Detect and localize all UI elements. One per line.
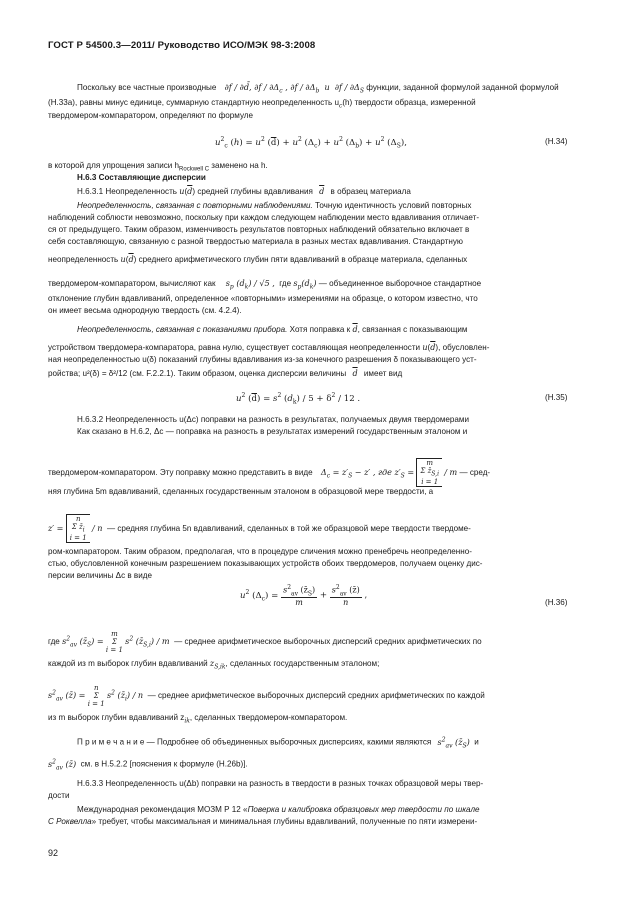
page-header: ГОСТ Р 54500.3—2011/ Руководство ИСО/МЭК 98-3:2008 xyxy=(48,40,316,51)
block2-line2: устройством твердомера-компаратора, равна нулю, существует составляющая неопределенности $u(\overline{d})$, обусловлен- xyxy=(48,342,490,352)
section-h63: Н.6.3 Составляющие дисперсии xyxy=(77,173,206,182)
section-h632: Н.6.3.2 Неопределенность u(Δc) поправки на разность в результатах, получаемых двумя твердомерами xyxy=(77,415,469,424)
equation-h35: $u^2$ $(\overline{d}) = s^2$ $(d_k) / 5 + \delta^2 / 12$ . xyxy=(236,392,361,406)
block3-line4: z′ = n Σ $z̄_i$ i = 1 / n — средняя глубина 5n вдавливаний, сделанных в той же образцовой мере твердости твердоме- xyxy=(48,515,471,543)
block3-line2: твердомером-компаратором. Эту поправку можно представить в виде $\Delta_c = z'_S - z'$ , где $z'_S = m$ Σ $z̄_{S,i}$ i = 1 / m — сред- xyxy=(48,459,491,487)
page-number: 92 xyxy=(48,848,59,858)
block1-line1: Неопределенность, связанная с повторными наблюдениями. Точную идентичность условий повторных xyxy=(77,201,472,210)
block1-line8: он имеет весьма однородную твердость (см. 4.2.4). xyxy=(48,306,242,315)
block2-line3: ная неопределенностью u(δ) показаний глубины вдавливания из-за конечного разрешения δ показывающего уст- xyxy=(48,355,477,364)
block3-line3: няя глубина 5m вдавливаний, сделанных государственным эталоном в образцовой мере твердости, а xyxy=(48,487,434,496)
note-line2: $s^2_{av}$ (z̄) см. в Н.5.2.2 [пояснения к формуле (Н.26b)]. xyxy=(48,758,248,772)
p1-line3: твердомером-компаратором, определяют по формуле xyxy=(48,111,254,120)
note: П р и м е ч а н и е — Подробнее об объединенных выборочных дисперсиях, какими являются $s^2_{av}$ $(z̄_S)$ и xyxy=(77,736,479,750)
block1-line5: неопределенность $u(\overline{d})$ среднего арифметического глубин пяти вдавливаний в образце материала, сделанных xyxy=(48,254,468,264)
equation-h34: $u^2_c$ $(h) = u^2$ $(\overline{d}) + u^2$ $(\Delta_c) + u^2$ $(\Delta_b) + u^2$ $(\Delta_S)$, xyxy=(215,136,407,150)
block3-line7: персии величины Δc в виде xyxy=(48,571,152,580)
block4-line3: $s^2_{av}$ (z̄) = n Σ i = 1 $s^2$ $(z̄_i)$ / n — среднее арифметическое выборочных дисперсий средних арифметических по каждой xyxy=(48,684,485,708)
section-h633: Н.6.3.3 Неопределенность u(Δb) поправки на разность в твердости в разных точках образцовой меры твер- xyxy=(77,779,484,788)
block3-line6: стью, обусловленной конечным разрешением показывающих устройств обоих твердомеров, получаем оценку дис- xyxy=(48,559,483,568)
equation-number-h34: (Н.34) xyxy=(545,137,568,146)
equation-h36: $u^2$ $(\Delta_c)$ = $\frac{s^2_{av} (z̄_S)}{m}$ + $\frac{s^2_{av} (z̄)}{n}$ , xyxy=(240,584,368,608)
equation-number-h36: (Н.36) xyxy=(545,598,568,607)
block4-line1: где $s^2_{av}$ $(z̄_S) = m$ Σ i = 1 $s^2$ $(z̄_{S,i})$ / m — среднее арифметическое выборочных дисперсий средних арифметических по xyxy=(48,630,482,654)
block1-line7: отклонение глубин вдавливаний, определенное «повторными» измерениями на образце, о котором известно, что xyxy=(48,294,478,303)
equation-number-h35: (Н.35) xyxy=(545,393,568,402)
p2: в которой для упрощения записи $h_{Rockwell C}$ заменено на h. xyxy=(48,161,268,173)
p1-line1: Поскольку все частные производные ∂f / ∂d̄, $\partial f / \partial\Delta_c$ , $\partial f / \partial\Delta_b$ и $\partial f / \partial\Delta_S$ функции, заданной формулой заданной формулой xyxy=(77,82,559,95)
block3-line5: ром-компаратором. Таким образом, предполагая, что в процедуре сличения можно пренебречь неопределенно- xyxy=(48,547,472,556)
section-h631: Н.6.3.1 Неопределенность $u(\overline{d})$ средней глубины вдавливания $\overline{d}$ в образец материала xyxy=(77,186,411,196)
block2-line1: Неопределенность, связанная с показаниями прибора. Хотя поправка к $\overline{d}$, связанная с показывающим xyxy=(77,324,468,334)
block2-line4: ройства; u²(δ) = δ²/12 (см. F.2.2.1). Таким образом, оценка дисперсии величины $\overline{d}$ имеет вид xyxy=(48,368,403,378)
p1-line2: (Н.33а), равны минус единице, суммарную стандартную неопределенность $u_c(h)$ твердости образца, измеренной xyxy=(48,98,476,110)
block4-line2: каждой из m выборок глубин вдавливаний $z_{S,ik}$, сделанных государственным эталоном; xyxy=(48,658,380,671)
last-line2: С Роквелла» требует, чтобы максимальная и минимальная глубины вдавливаний, полученные по пяти измерени- xyxy=(48,817,478,826)
last-line1: Международная рекомендация МОЗМ Р 12 «Поверка и калибровка образцовых мер твердости по шкале xyxy=(77,805,480,814)
block1-line3: ся от предыдущего. Таким образом, изменчивость результатов повторных наблюдений обязательно включает в xyxy=(48,225,470,234)
block1-line2: наблюдений соблюсти невозможно, поскольку при каждом следующем наблюдении место вдавливания отличает- xyxy=(48,213,480,222)
block1-line4: себя составляющую, связанную с разной твердостью материала в разных местах вдавливания. Стандартную xyxy=(48,237,463,246)
block4-line4: из m выборок глубин вдавливаний $z_{ik}$, сделанных твердомером-компаратором. xyxy=(48,713,348,725)
block1-line6: твердомером-компаратором, вычисляют как $s_p$ $(d_k) / √5$ , где $s_p(d_k)$ — объединенное выборочное стандартное xyxy=(48,278,482,291)
section-h633-cont: дости xyxy=(48,791,70,800)
block3-line1: Как сказано в Н.6.2, Δc — поправка на разность в результатах измерений государственным эталоном и xyxy=(77,427,468,436)
